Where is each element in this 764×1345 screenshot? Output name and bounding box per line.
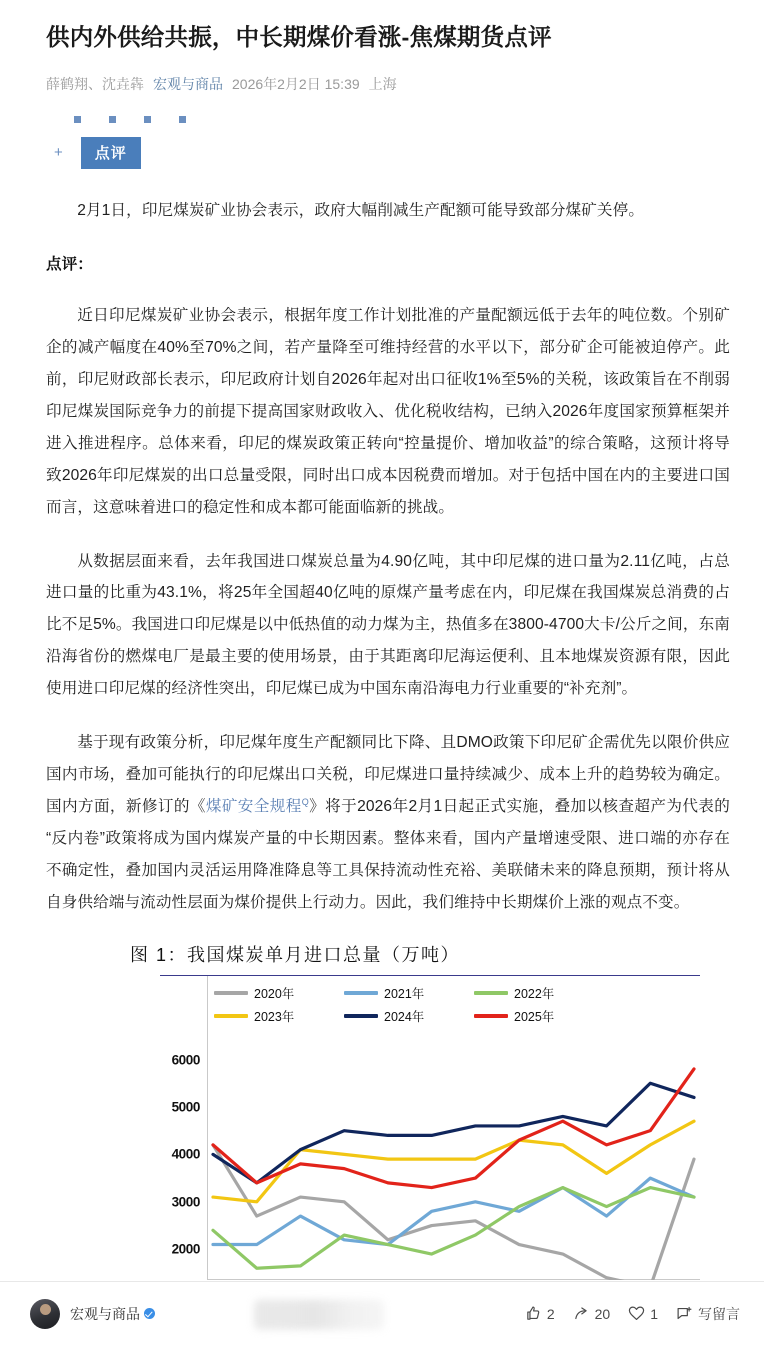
article-footer (0, 1281, 764, 1345)
page-title: 供内外供给共振，中长期煤价看涨-焦煤期货点评 (46, 24, 552, 50)
y-tick-label: 4000 (171, 1146, 200, 1162)
legend-item-2020年 (214, 984, 344, 1002)
paragraph-3-part1: 基于现有政策分析，印尼煤年度生产配额同比下降、且DMO政策下印尼矿企需优先以限价供应国内市场，叠加可能执行的印尼煤出口关税，印尼煤进口量持续减少、成本上升的趋势较为确定。国内方面，新修订的《 (46, 734, 730, 816)
legend-swatch-icon (344, 991, 378, 995)
legend-swatch-icon (474, 991, 508, 995)
like-button[interactable] (525, 1305, 555, 1322)
category-badge: 点评 (81, 137, 141, 169)
footer-actions (525, 1304, 740, 1324)
legend-label: 2022年 (514, 987, 555, 1002)
paragraph-3 (46, 727, 730, 919)
blurred-watermark (254, 1299, 384, 1329)
plus-icon: + (54, 144, 63, 162)
footer-account-label: 宏观与商品 (70, 1305, 140, 1322)
chart-figure (160, 975, 700, 1280)
search-icon[interactable]: Q (301, 797, 309, 808)
legend-item-2025年 (474, 1007, 604, 1025)
paragraph-2: 从数据层面来看，去年我国进口煤炭总量为4.90亿吨，其中印尼煤的进口量为2.11亿吨，占总进口量的比重为43.1%，将25年全国超40亿吨的原煤产量考虑在内，印尼煤在我国煤炭总消费的占比不足5%。我国进口印尼煤是以中低热值的动力煤为主，热值多在3800-4700大卡/公斤之间，东南沿海省份的燃煤电厂是最主要的使用场景，由于其距离印尼海运便利、且本地煤炭资源有限，因此使用进口印尼煤的经济性突出，印尼煤已成为中国东南沿海电力行业重要的“补充剂”。 (46, 552, 730, 698)
legend-item-2022年 (474, 984, 604, 1002)
article-meta (46, 74, 730, 94)
avatar[interactable] (30, 1299, 60, 1329)
legend-label: 2024年 (384, 1010, 425, 1025)
series-line-2021年 (213, 1178, 694, 1244)
coal-mine-safety-regulation-link[interactable]: 煤矿安全规程 (205, 798, 302, 816)
comment-icon (676, 1305, 693, 1322)
footer-spacer (165, 1282, 515, 1345)
legend-swatch-icon (344, 1014, 378, 1018)
legend-label: 2025年 (514, 1010, 555, 1025)
y-tick-label: 5000 (171, 1099, 200, 1115)
share-count: 20 (594, 1305, 611, 1322)
y-tick-label: 6000 (171, 1052, 200, 1067)
decorative-square (144, 116, 151, 123)
share-arrow-icon (573, 1305, 590, 1322)
y-axis-labels (160, 976, 204, 1280)
legend-swatch-icon (214, 991, 248, 995)
decorative-square (74, 116, 81, 123)
legend-swatch-icon (214, 1014, 248, 1018)
legend-label: 2021年 (384, 987, 425, 1002)
account-name-link[interactable]: 宏观与商品 (153, 75, 223, 92)
legend-label: 2020年 (254, 987, 295, 1002)
legend-label: 2023年 (254, 1010, 295, 1025)
favorite-count: 1 (650, 1305, 658, 1322)
write-comment-button[interactable] (676, 1304, 740, 1324)
write-comment-label: 写留言 (698, 1305, 740, 1322)
publish-datetime: 2026年2月2日 15:39 (232, 75, 360, 92)
chart-title: 图 1：我国煤炭单月进口总量（万吨） (130, 945, 461, 966)
publish-location: 上海 (368, 75, 397, 92)
like-count: 2 (546, 1305, 555, 1322)
heart-icon (628, 1305, 645, 1322)
paragraph-1: 近日印尼煤炭矿业协会表示，根据年度工作计划批准的产量配额远低于去年的吨位数。个别矿企的减产幅度在40%至70%之间，若产量降至可维持经营的水平以下，部分矿企可能被迫停产。此前，印尼财政部长表示，印尼政府计划自2026年起对出口征收1%至5%的关税，该政策旨在不削弱印尼煤炭国际竞争力的前提下提高国家财政收入、优化税收结构，已纳入2026年度国家预算框架并进入推进程序。总体来看，印尼的煤炭政策正转向“控量提价、增加收益”的综合策略，这预计将导致2026年印尼煤炭的出口总量受限，同时出口成本因税费而增加。对于包括中国在内的主要进口国而言，这意味着进口的稳定性和成本都可能面临新的挑战。 (46, 306, 730, 516)
verified-badge-icon (144, 1308, 155, 1319)
lead-paragraph: 2月1日，印尼煤炭矿业协会表示，政府大幅削减生产配额可能导致部分煤矿关停。 (77, 201, 645, 219)
paragraph-3-part2: 》将于2026年2月1日起正式实施，叠加以核查超产为代表的“反内卷”政策将成为国内煤炭产量的中长期因素。整体来看，国内产量增速受限、进口端的亦存在不确定性，叠加国内灵活运用降准降息等工具保持流动性充裕、美联储未来的降息预期，预计将从自身供给端与流动性层面为煤价提供上行动力。因此，我们维持中长期煤价上涨的观点不变。 (46, 798, 730, 912)
thumbs-up-icon (525, 1305, 542, 1322)
chart-block (46, 941, 730, 1280)
y-tick-label: 3000 (171, 1194, 200, 1210)
series-line-2025年 (213, 1069, 694, 1188)
author-names: 薛鹤翔、沈垚犇 (46, 75, 144, 92)
decorative-square (109, 116, 116, 123)
favorite-button[interactable] (628, 1305, 658, 1322)
decorative-square (179, 116, 186, 123)
legend-item-2024年 (344, 1007, 474, 1025)
section-heading-commentary: 点评： (46, 255, 93, 273)
chart-legend (214, 984, 604, 1025)
decorative-squares (74, 116, 730, 123)
badge-row (54, 137, 730, 169)
footer-account[interactable] (70, 1304, 155, 1324)
y-tick-label: 2000 (171, 1241, 200, 1257)
legend-item-2023年 (214, 1007, 344, 1025)
legend-swatch-icon (474, 1014, 508, 1018)
legend-item-2021年 (344, 984, 474, 1002)
share-button[interactable] (573, 1305, 611, 1322)
